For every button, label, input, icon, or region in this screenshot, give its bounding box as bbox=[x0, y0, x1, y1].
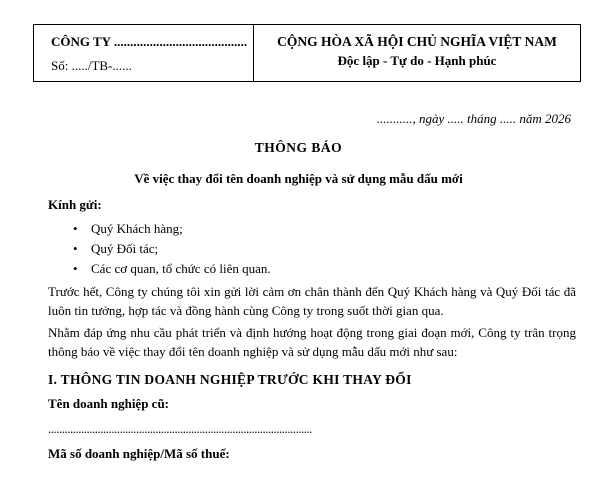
header-right-cell bbox=[254, 25, 581, 82]
header-table bbox=[33, 24, 581, 82]
list-item bbox=[73, 262, 271, 282]
old-name-label: Tên doanh nghiệp cũ: bbox=[48, 396, 170, 411]
list-item bbox=[73, 222, 271, 242]
recipient-text: Quý Khách hàng; bbox=[91, 221, 183, 236]
header-left-cell bbox=[34, 25, 254, 82]
national-title: CỘNG HÒA XÃ HỘI CHỦ NGHĨA VIỆT NAM bbox=[277, 34, 557, 49]
tax-code-label: Mã số doanh nghiệp/Mã số thuế: bbox=[48, 446, 230, 461]
recipient-text: Quý Đối tác; bbox=[91, 241, 159, 256]
national-motto: Độc lập - Tự do - Hạnh phúc bbox=[337, 53, 497, 68]
document-number: Số: ...../TB-...... bbox=[51, 58, 132, 73]
bullet-icon: • bbox=[73, 221, 78, 236]
document-title: THÔNG BÁO bbox=[254, 140, 343, 155]
paragraph-announcement: Nhằm đáp ứng nhu cầu phát triển và định hướng hoạt động trong giai đoạn mới, Công ty trân trọng thông báo về việc thay đổi tên doanh nghiệp và sử dụng mẫu dấu mới như sau: bbox=[48, 325, 576, 359]
date-line: ..........., ngày ..... tháng ..... năm 2026 bbox=[376, 111, 571, 126]
bullet-icon: • bbox=[73, 241, 78, 256]
bullet-icon: • bbox=[73, 261, 78, 276]
paragraph-thanks: Trước hết, Công ty chúng tôi xin gửi lời cảm ơn chân thành đến Quý Khách hàng và Quý Đối tác đã luôn tin tưởng, hợp tác và đồng hành cùng Công ty trong suốt thời gian qua. bbox=[48, 284, 576, 318]
old-name-value: ................................................................................................ bbox=[48, 421, 312, 436]
document-subject: Về việc thay đổi tên doanh nghiệp và sử dụng mẫu dấu mới bbox=[134, 171, 463, 186]
section-heading: I. THÔNG TIN DOANH NGHIỆP TRƯỚC KHI THAY ĐỔI bbox=[48, 372, 412, 387]
company-name: CÔNG TY ......................................... bbox=[51, 34, 248, 49]
recipient-text: Các cơ quan, tổ chức có liên quan. bbox=[91, 261, 271, 276]
greeting: Kính gửi: bbox=[48, 197, 102, 212]
list-item bbox=[73, 242, 271, 262]
recipient-list bbox=[73, 222, 271, 282]
